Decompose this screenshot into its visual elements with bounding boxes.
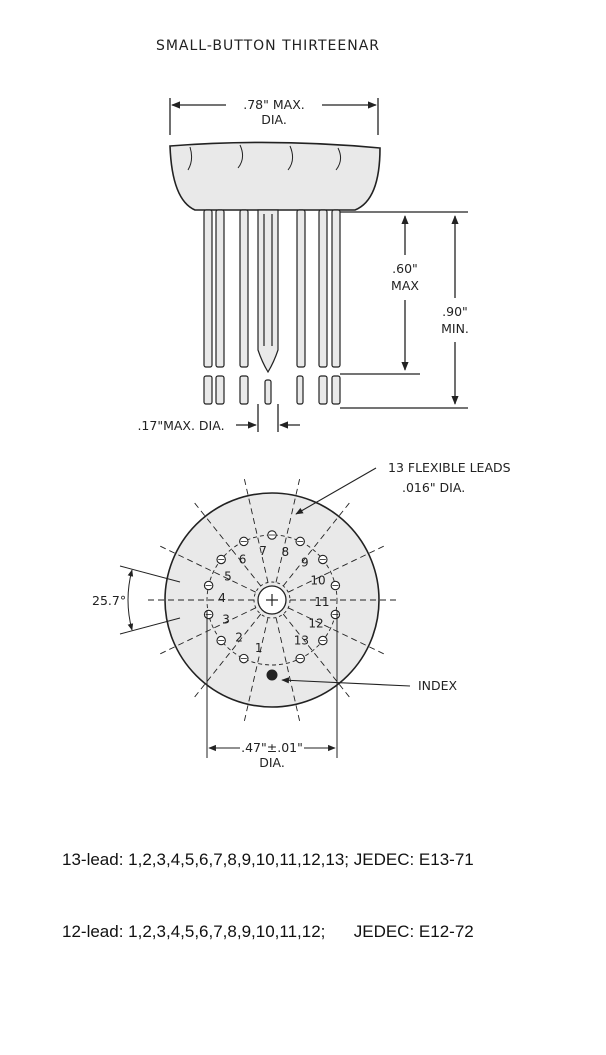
note-12-lead: 12-lead: 1,2,3,4,5,6,7,8,9,10,11,12; JEDEC: E12-72 (62, 922, 474, 941)
bottom-view (120, 468, 410, 758)
jedec-notes (62, 800, 474, 968)
angle-label: 25.7° (92, 593, 127, 608)
diagram-title: SMALL-BUTTON THIRTEENAR (155, 38, 381, 54)
leads-label: 13 FLEXIBLE LEADS (388, 460, 511, 475)
pin-number-label: 3 (222, 612, 230, 627)
pin-number-label: 1 (254, 641, 263, 656)
max-dia-label: .78" MAX. (243, 97, 305, 112)
pin-number-label: 7 (259, 543, 267, 558)
circle-dia-label: .47"±.01" (241, 740, 303, 755)
button-body (170, 142, 380, 210)
side-view (170, 98, 468, 432)
max-dia-label-2: DIA. (261, 112, 287, 127)
dim-60-label: .60" (392, 261, 418, 276)
pin-number-label: 13 (293, 633, 310, 648)
stem-dia-label: .17"MAX. DIA. (137, 418, 225, 433)
dim-90-label-2: MIN. (441, 321, 469, 336)
note-13-lead: 13-lead: 1,2,3,4,5,6,7,8,9,10,11,12,13; JEDEC: E13-71 (62, 850, 474, 869)
pin-number-label: 5 (224, 569, 232, 584)
pin-number-label: 11 (314, 595, 330, 610)
index-label: INDEX (418, 678, 458, 693)
pin-number-label: 2 (235, 630, 243, 645)
pin-number-label: 10 (310, 573, 326, 588)
circle-dia-label-2: DIA. (259, 755, 285, 770)
lead-wires (204, 210, 340, 404)
pin-number-label: 4 (218, 590, 226, 605)
pin-number-label: 9 (301, 555, 309, 570)
leads-dia-label: .016" DIA. (402, 480, 466, 495)
pin-number-label: 12 (308, 616, 324, 631)
pin-number-label: 6 (238, 552, 247, 567)
index-marker (267, 670, 277, 680)
dim-90-label: .90" (442, 304, 468, 319)
pin-number-label: 8 (281, 544, 290, 559)
dim-60-label-2: MAX (391, 278, 419, 293)
